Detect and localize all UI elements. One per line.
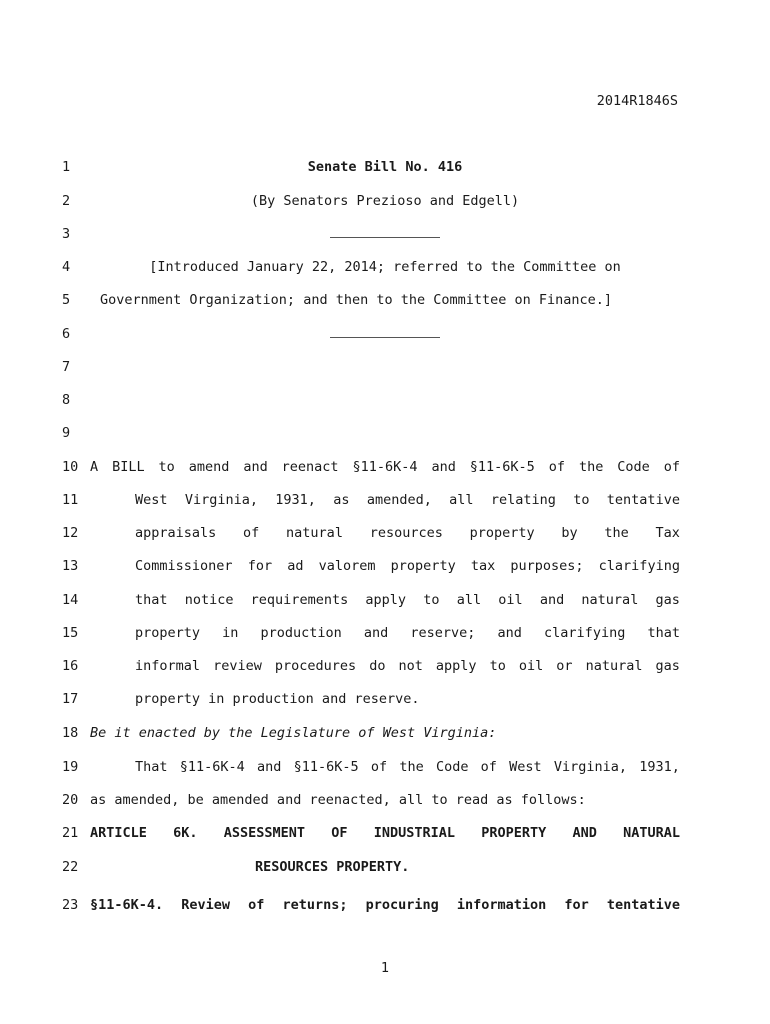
page-number: 1: [380, 960, 390, 976]
sponsors: (By Senators Prezioso and Edgell): [250, 193, 520, 209]
divider: [330, 229, 440, 238]
line-number: 8: [62, 392, 71, 408]
line-number: 10: [62, 459, 79, 475]
word: of: [548, 459, 566, 475]
line-number: 18: [62, 725, 79, 741]
line-20: [0, 792, 770, 812]
word: and: [431, 459, 456, 475]
word: §11-6K-4: [179, 759, 245, 775]
word: clarifying: [598, 558, 680, 574]
word: gas: [655, 658, 680, 674]
word: the: [399, 759, 424, 775]
line-number: 9: [62, 425, 71, 441]
word: review: [213, 658, 262, 674]
introduced-line-2: Government Organization; and then to the Committee on Finance.]: [100, 292, 613, 308]
word: production: [260, 625, 342, 641]
word: of: [370, 759, 388, 775]
line-number: 3: [62, 226, 71, 242]
bill-id: 2014R1846S: [596, 93, 678, 109]
word: BILL: [112, 459, 145, 475]
word: Review: [181, 897, 231, 913]
article-heading: RESOURCES PROPERTY.: [255, 859, 410, 875]
line-5: [0, 292, 770, 312]
word: returns;: [282, 897, 348, 913]
word: ASSESSMENT: [223, 825, 306, 841]
word: and: [539, 592, 565, 608]
line-3: [0, 226, 770, 246]
word: Virginia,: [553, 759, 628, 775]
word: §11-6K-5: [469, 459, 535, 475]
word: procuring: [365, 897, 439, 913]
word: to: [423, 592, 440, 608]
word: to: [489, 658, 506, 674]
word: clarifying: [544, 625, 626, 641]
word: Virginia,: [184, 492, 258, 508]
word: by: [561, 525, 578, 541]
bill-title: Senate Bill No. 416: [307, 159, 463, 175]
word: 1931,: [639, 759, 680, 775]
word: tentative: [606, 492, 680, 508]
line-number: 17: [62, 691, 79, 707]
word: of: [480, 759, 497, 775]
line-number: 13: [62, 558, 79, 574]
bill-title-text: [135, 625, 680, 641]
word: of: [663, 459, 680, 475]
word: Commissioner: [135, 558, 233, 574]
word: oil: [498, 592, 523, 608]
word: A: [90, 459, 99, 475]
word: Code: [435, 759, 469, 775]
word: West: [509, 759, 542, 775]
section-heading: [90, 897, 680, 913]
word: of: [248, 897, 265, 913]
word: property: [469, 525, 535, 541]
word: for: [247, 558, 273, 574]
word: amend: [188, 459, 230, 475]
enacting-clause: Be it enacted by the Legislature of West Virginia:: [90, 725, 497, 741]
word: valorem: [318, 558, 376, 574]
line-15: [0, 625, 770, 645]
line-6: [0, 326, 770, 346]
line-17: [0, 691, 770, 711]
bill-title-text: [90, 459, 680, 475]
word: INDUSTRIAL: [373, 825, 455, 841]
line-number: 6: [62, 326, 71, 342]
line-number: 4: [62, 259, 71, 275]
line-number: 21: [62, 825, 79, 841]
word: ad: [287, 558, 304, 574]
line-number: 11: [62, 492, 79, 508]
word: resources: [369, 525, 443, 541]
line-12: [0, 525, 770, 545]
word: tax: [470, 558, 496, 574]
word: 6K.: [173, 825, 198, 841]
word: Tax: [655, 525, 680, 541]
word: Code: [617, 459, 650, 475]
word: oil: [518, 658, 544, 674]
line-number: 20: [62, 792, 79, 808]
line-16: [0, 658, 770, 678]
introduced-line-1: [Introduced January 22, 2014; referred to the Committee on: [149, 259, 621, 275]
word: reserve;: [410, 625, 476, 641]
word: natural: [286, 525, 343, 541]
word: tentative: [606, 897, 680, 913]
line-number: 5: [62, 292, 71, 308]
word: reenact: [281, 459, 339, 475]
word: PROPERTY: [481, 825, 547, 841]
line-number: 22: [62, 859, 79, 875]
bill-title-text: [135, 492, 680, 508]
line-4: [0, 259, 770, 279]
word: OF: [331, 825, 348, 841]
bill-title-text: [135, 592, 680, 608]
word: §11-6K-4: [352, 459, 418, 475]
word: and: [363, 625, 389, 641]
word: to: [573, 492, 590, 508]
word: requirements: [250, 592, 349, 608]
word: for: [564, 897, 589, 913]
word: property: [390, 558, 456, 574]
word: all: [456, 592, 482, 608]
word: all: [449, 492, 474, 508]
line-8: [0, 392, 770, 412]
line-18: [0, 725, 770, 745]
line-21: [0, 825, 770, 845]
bill-title-text: property in production and reserve.: [135, 691, 420, 707]
line-13: [0, 558, 770, 578]
word: 1931,: [275, 492, 316, 508]
word: do: [369, 658, 386, 674]
line-number: 14: [62, 592, 79, 608]
word: notice: [184, 592, 234, 608]
word: that: [135, 592, 168, 608]
line-number: 19: [62, 759, 79, 775]
line-number: 23: [62, 897, 79, 913]
word: §11-6K-4.: [90, 897, 164, 913]
line-number: 15: [62, 625, 79, 641]
word: NATURAL: [623, 825, 680, 841]
word: in: [222, 625, 239, 641]
line-1: [0, 159, 770, 179]
word: and: [243, 459, 268, 475]
line-number: 12: [62, 525, 79, 541]
word: procedures: [274, 658, 357, 674]
body-text: as amended, be amended and reenacted, all to read as follows:: [90, 792, 586, 808]
line-14: [0, 592, 770, 612]
word: of: [243, 525, 260, 541]
word: relating: [490, 492, 556, 508]
body-text: [135, 759, 680, 775]
line-number: 16: [62, 658, 79, 674]
line-9: [0, 425, 770, 445]
word: purposes;: [510, 558, 584, 574]
word: appraisals: [135, 525, 217, 541]
line-2: [0, 193, 770, 213]
word: informal: [135, 658, 201, 674]
bill-title-text: [135, 525, 680, 541]
word: natural: [581, 592, 639, 608]
article-heading: [90, 825, 680, 841]
word: natural: [585, 658, 643, 674]
word: and: [256, 759, 282, 775]
line-7: [0, 359, 770, 379]
word: as: [333, 492, 350, 508]
word: §11-6K-5: [293, 759, 359, 775]
word: AND: [572, 825, 597, 841]
word: property: [135, 625, 201, 641]
line-10: [0, 459, 770, 479]
word: gas: [655, 592, 680, 608]
line-11: [0, 492, 770, 512]
line-number: 1: [62, 159, 71, 175]
word: apply: [435, 658, 477, 674]
word: not: [398, 658, 423, 674]
word: That: [135, 759, 168, 775]
word: the: [578, 459, 604, 475]
word: information: [456, 897, 547, 913]
line-number: 2: [62, 193, 71, 209]
bill-title-text: [135, 658, 680, 674]
line-23: [0, 897, 770, 917]
line-number: 7: [62, 359, 71, 375]
line-19: [0, 759, 770, 779]
word: and: [497, 625, 522, 641]
word: or: [556, 658, 573, 674]
word: West: [135, 492, 168, 508]
line-22: [0, 859, 770, 879]
word: that: [647, 625, 680, 641]
word: the: [604, 525, 629, 541]
word: to: [158, 459, 175, 475]
bill-title-text: [135, 558, 680, 574]
word: ARTICLE: [90, 825, 147, 841]
divider: [330, 329, 440, 338]
word: apply: [365, 592, 407, 608]
word: amended,: [366, 492, 432, 508]
